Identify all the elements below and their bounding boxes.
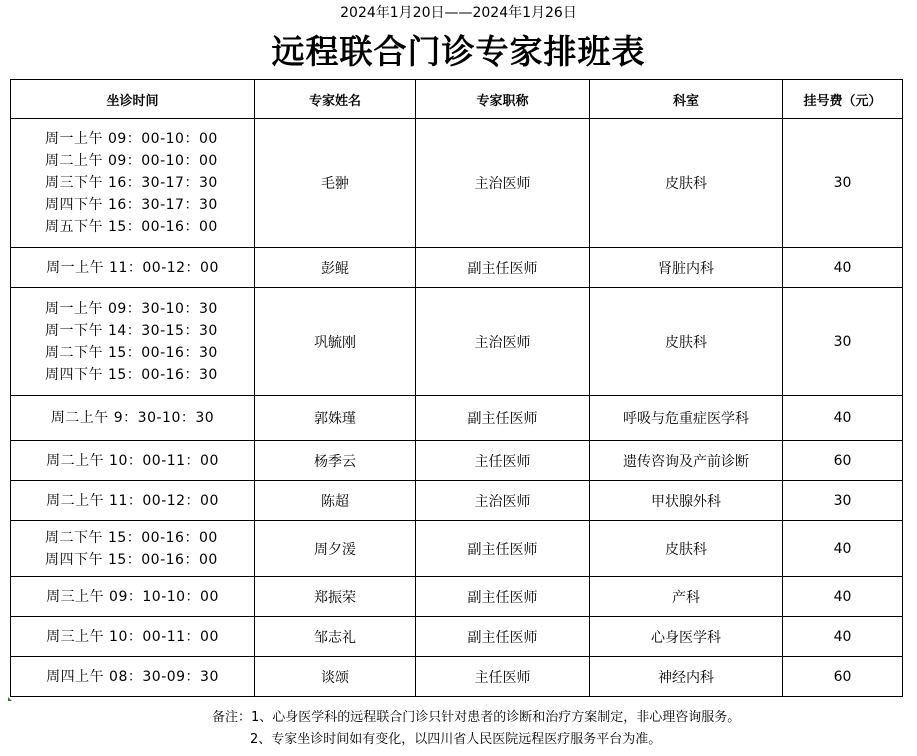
time-slot: 周二上午 11：00-12：00 [46, 492, 219, 509]
cell-expert-title: 副主任医师 [416, 617, 590, 657]
cell-department: 遗传咨询及产前诊断 [590, 441, 783, 481]
cell-time [11, 441, 255, 481]
cell-time [11, 288, 255, 396]
cell-expert-name: 郭姝瑾 [255, 396, 416, 441]
table-row [11, 441, 903, 481]
cell-fee: 30 [783, 481, 903, 521]
cell-department: 呼吸与危重症医学科 [590, 396, 783, 441]
cell-department: 产科 [590, 577, 783, 617]
table-row [11, 617, 903, 657]
cell-fee: 30 [783, 288, 903, 396]
cell-expert-name: 陈超 [255, 481, 416, 521]
cell-fee: 40 [783, 396, 903, 441]
cell-fee: 40 [783, 248, 903, 288]
time-slot: 周二下午 15：00-16：00 [45, 529, 218, 546]
cell-time [11, 481, 255, 521]
time-slot: 周四下午 16：30-17：30 [45, 197, 218, 213]
cell-expert-title: 主治医师 [416, 119, 590, 248]
cell-department: 肾脏内科 [590, 248, 783, 288]
cell-expert-name: 杨季云 [255, 441, 416, 481]
column-header-name: 专家姓名 [255, 80, 416, 119]
cell-fee: 60 [783, 657, 903, 697]
cell-department: 心身医学科 [590, 617, 783, 657]
time-slot: 周四上午 08：30-09：30 [46, 668, 219, 685]
cell-expert-name: 巩毓刚 [255, 288, 416, 396]
time-slot: 周二上午 09：00-10：00 [45, 153, 218, 169]
cell-department: 甲状腺外科 [590, 481, 783, 521]
column-header-fee: 挂号费（元） [783, 80, 903, 119]
cell-expert-name: 谈颂 [255, 657, 416, 697]
cell-time [11, 119, 255, 248]
cell-fee: 60 [783, 441, 903, 481]
column-header-time: 坐诊时间 [11, 80, 255, 119]
cell-expert-title: 副主任医师 [416, 396, 590, 441]
cell-department: 皮肤科 [590, 521, 783, 577]
time-slot: 周三上午 09：10-10：00 [46, 588, 219, 605]
note-line-1: 备注：1、心身医学科的远程联合门诊只针对患者的诊断和治疗方案制定，非心理咨询服务。 [212, 710, 741, 725]
cell-expert-title: 主任医师 [416, 657, 590, 697]
table-row [11, 481, 903, 521]
schedule-body [11, 119, 903, 697]
table-row [11, 396, 903, 441]
cell-time [11, 521, 255, 577]
cell-fee: 40 [783, 617, 903, 657]
time-slot: 周一下午 14：30-15：30 [45, 322, 218, 339]
cell-expert-title: 副主任医师 [416, 248, 590, 288]
table-row [11, 119, 903, 248]
cell-expert-name: 郑振荣 [255, 577, 416, 617]
date-range: 2024年1月20日——2024年1月26日 [340, 5, 577, 21]
time-slot: 周四下午 15：00-16：00 [45, 551, 218, 568]
time-slot: 周一上午 11：00-12：00 [46, 259, 219, 276]
page-title: 远程联合门诊专家排班表 [271, 32, 646, 71]
time-slot: 周一上午 09：00-10：00 [45, 131, 218, 147]
cell-department: 神经内科 [590, 657, 783, 697]
note-line-2: 2、专家坐诊时间如有变化，以四川省人民医院远程医疗服务平台为准。 [250, 732, 662, 747]
time-slot: 周二下午 15：00-16：30 [45, 344, 218, 361]
cell-fee: 40 [783, 577, 903, 617]
time-slot: 周三上午 10：00-11：00 [46, 628, 219, 645]
column-header-title: 专家职称 [416, 80, 590, 119]
time-slot: 周三下午 16：30-17：30 [45, 175, 218, 191]
cell-time [11, 248, 255, 288]
cell-expert-title: 主治医师 [416, 288, 590, 396]
cell-expert-name: 彭鲲 [255, 248, 416, 288]
table-row [11, 248, 903, 288]
column-header-dept: 科室 [590, 80, 783, 119]
cell-time [11, 396, 255, 441]
cell-expert-name: 周夕湲 [255, 521, 416, 577]
cell-department: 皮肤科 [590, 288, 783, 396]
time-slot: 周四下午 15：00-16：30 [45, 366, 218, 383]
time-slot: 周二上午 9：30-10：30 [50, 410, 215, 426]
cell-fee: 40 [783, 521, 903, 577]
cell-time [11, 577, 255, 617]
table-header-row [11, 80, 903, 119]
corner-triangle-mark [8, 697, 12, 701]
cell-expert-title: 主任医师 [416, 441, 590, 481]
cell-fee: 30 [783, 119, 903, 248]
cell-department: 皮肤科 [590, 119, 783, 248]
table-row [11, 577, 903, 617]
cell-expert-name: 毛翀 [255, 119, 416, 248]
cell-time [11, 617, 255, 657]
time-slot: 周一上午 09：30-10：30 [45, 300, 218, 317]
table-row [11, 521, 903, 577]
cell-expert-title: 主治医师 [416, 481, 590, 521]
cell-time [11, 657, 255, 697]
table-row [11, 657, 903, 697]
time-slot: 周二上午 10：00-11：00 [46, 452, 219, 469]
cell-expert-title: 副主任医师 [416, 577, 590, 617]
schedule-table [10, 79, 903, 697]
table-row [11, 288, 903, 396]
cell-expert-name: 邹志礼 [255, 617, 416, 657]
time-slot: 周五下午 15：00-16：00 [45, 219, 218, 235]
cell-expert-title: 副主任医师 [416, 521, 590, 577]
notes [0, 707, 917, 751]
